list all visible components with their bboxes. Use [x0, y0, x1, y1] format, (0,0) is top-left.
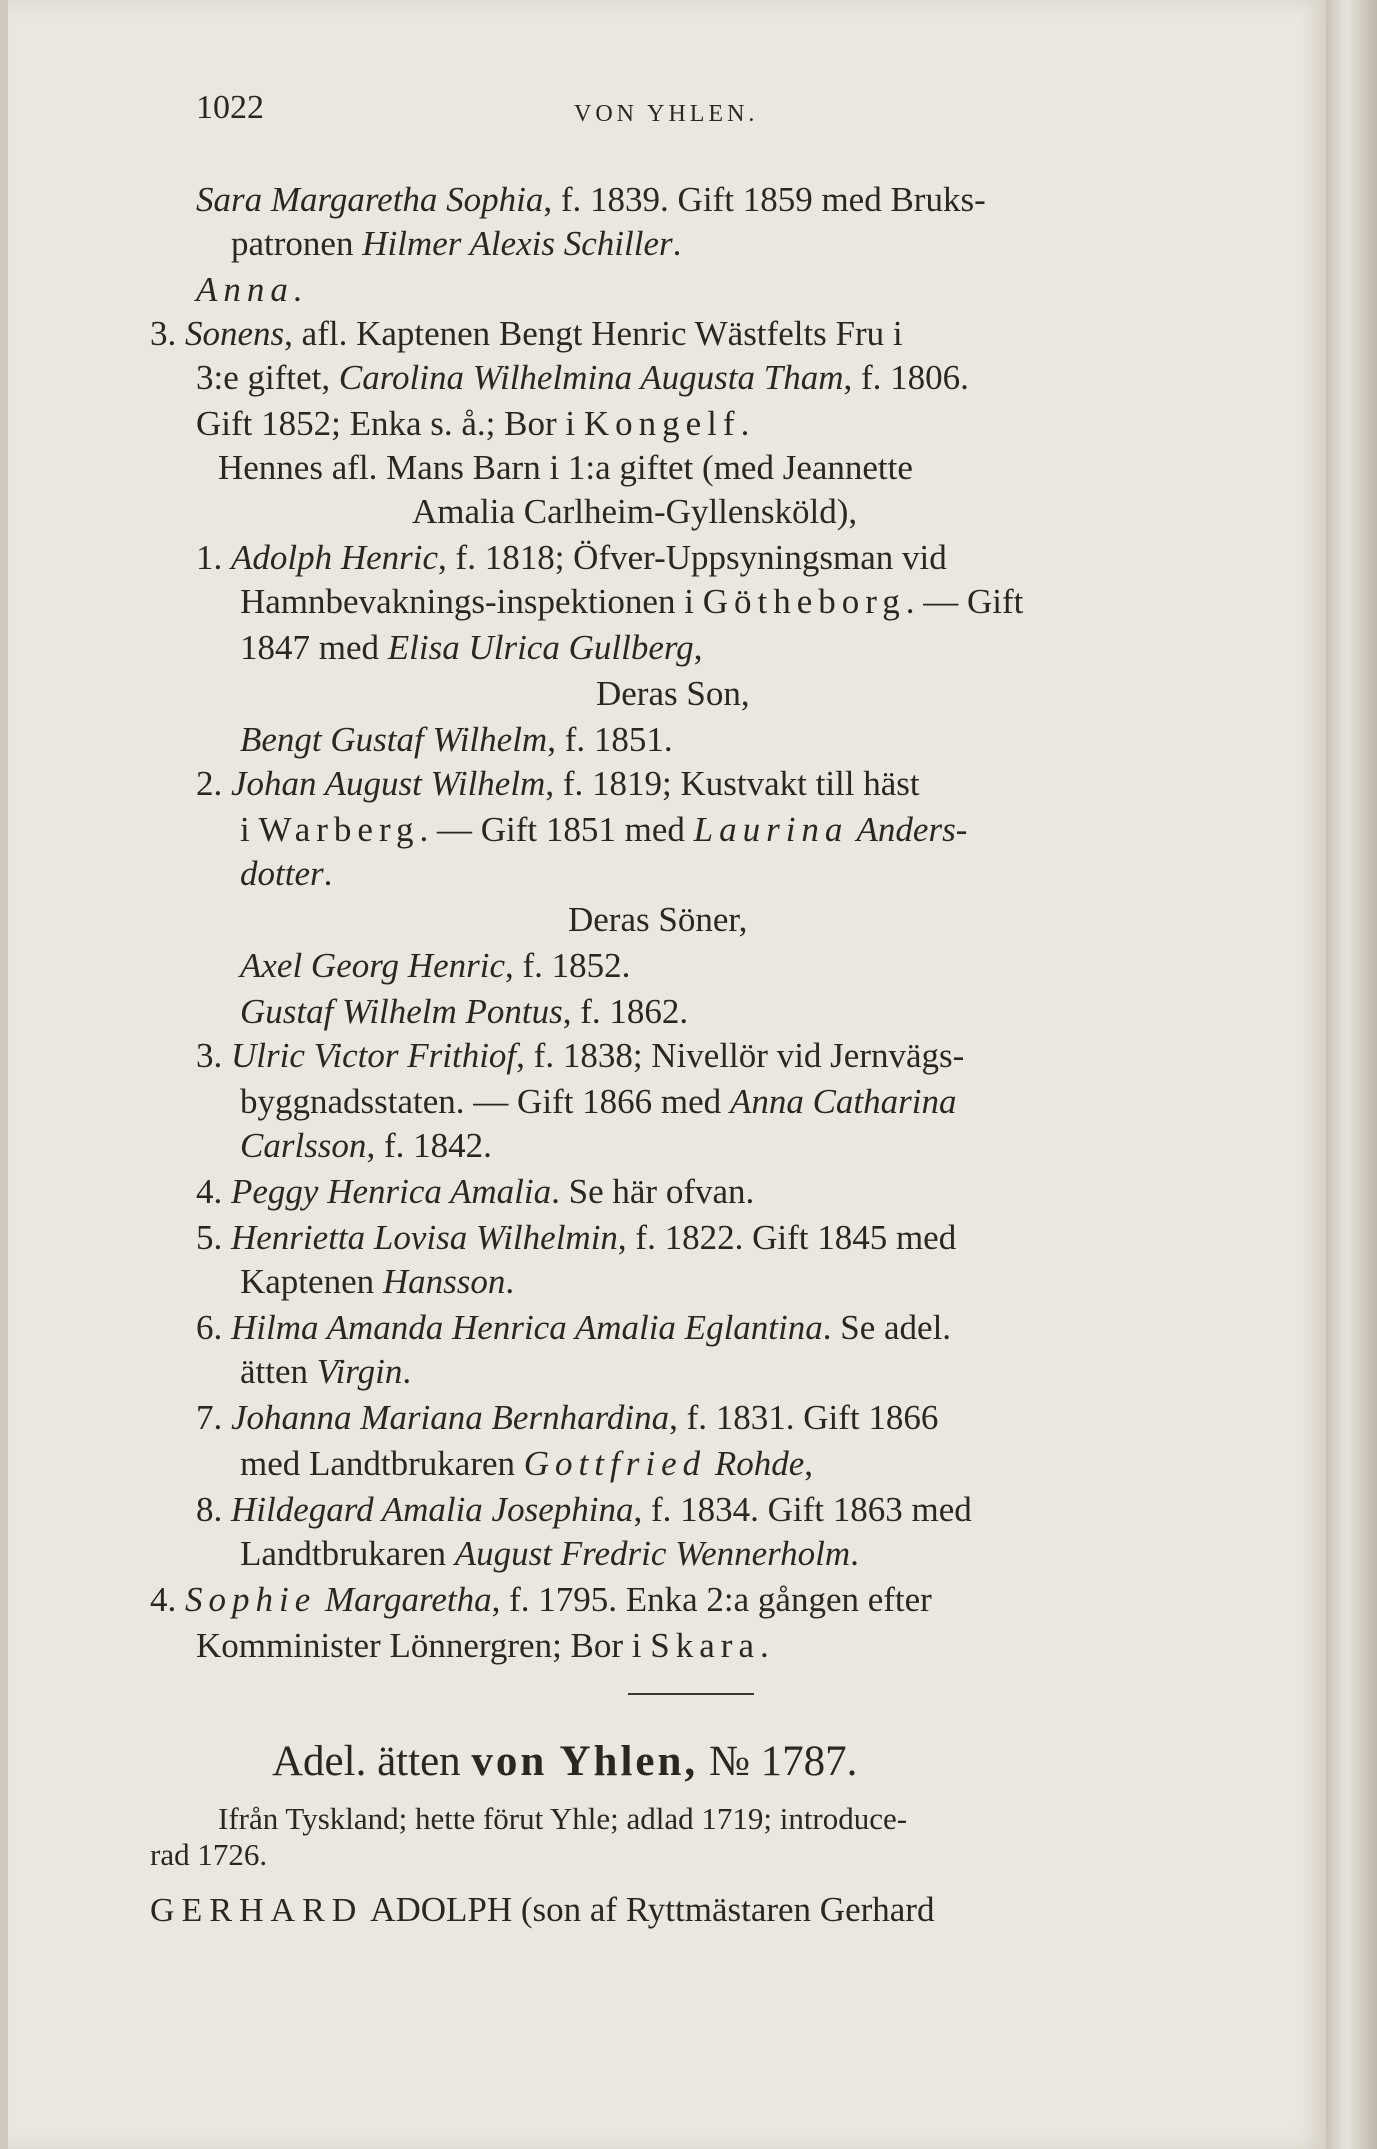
entry-first-line: GERHARD ADOLPH (son af Ryttmästaren Gerhard [150, 1890, 935, 1929]
page-edge-left [0, 0, 8, 2149]
text-line: 1. Adolph Henric, f. 1818; Öfver-Uppsyningsman vid [196, 538, 947, 577]
text-line: ätten Virgin. [240, 1352, 412, 1391]
text-line: Deras Söner, [568, 900, 748, 939]
text-line: Hamnbevaknings-inspektionen i Götheborg. — Gift [240, 582, 1024, 621]
text-line: Carlsson, f. 1842. [240, 1126, 492, 1165]
text-line: 3. Sonens, afl. Kaptenen Bengt Henric Wästfelts Fru i [150, 314, 903, 353]
text-line: 3. Ulric Victor Frithiof, f. 1838; Nivellör vid Jernvägs- [196, 1036, 965, 1075]
text-line: Bengt Gustaf Wilhelm, f. 1851. [240, 720, 673, 759]
book-spine [1326, 0, 1377, 2149]
section-divider [628, 1693, 754, 1695]
text-line: dotter. [240, 854, 333, 893]
text-line: 1847 med Elisa Ulrica Gullberg, [240, 628, 703, 667]
section-heading: Adel. ätten von Yhlen, № 1787. [272, 1738, 858, 1785]
text-line: Amalia Carlheim-Gyllensköld), [412, 492, 858, 531]
text-line: Deras Son, [596, 674, 750, 713]
text-line: Hennes afl. Mans Barn i 1:a giftet (med Jeannette [218, 448, 913, 487]
text-line: Kaptenen Hansson. [240, 1262, 515, 1301]
text-line: Sara Margaretha Sophia, f. 1839. Gift 1859 med Bruks- [196, 180, 986, 219]
text-line: med Landtbrukaren Gottfried Rohde, [240, 1444, 814, 1483]
text-line: Komminister Lönnergren; Bor i Skara. [196, 1626, 769, 1665]
text-line: byggnadsstaten. — Gift 1866 med Anna Catharina [240, 1082, 957, 1121]
text-line: 5. Henrietta Lovisa Wilhelmin, f. 1822. Gift 1845 med [196, 1218, 957, 1257]
section-intro: rad 1726. [150, 1837, 268, 1872]
text-line: Axel Georg Henric, f. 1852. [240, 946, 631, 985]
text-line: 7. Johanna Mariana Bernhardina, f. 1831. Gift 1866 [196, 1398, 939, 1437]
running-title: VON YHLEN. [574, 101, 759, 127]
page-number: 1022 [196, 89, 264, 126]
text-line: 2. Johan August Wilhelm, f. 1819; Kustvakt till häst [196, 764, 920, 803]
text-line: 8. Hildegard Amalia Josephina, f. 1834. Gift 1863 med [196, 1490, 972, 1529]
text-line: patronen Hilmer Alexis Schiller. [231, 224, 682, 263]
text-line: 3:e giftet, Carolina Wilhelmina Augusta Tham, f. 1806. [196, 358, 969, 397]
text-line: 4. Peggy Henrica Amalia. Se här ofvan. [196, 1172, 755, 1211]
text-line: Gift 1852; Enka s. å.; Bor i Kongelf. [196, 404, 750, 443]
text-line: 4. Sophie Margaretha, f. 1795. Enka 2:a gången efter [150, 1580, 932, 1619]
text-line: Landtbrukaren August Fredric Wennerholm. [240, 1534, 859, 1573]
text-line: Anna. [196, 270, 309, 309]
section-intro: Ifrån Tyskland; hette förut Yhle; adlad 1719; introduce- [218, 1801, 908, 1836]
text-line: Gustaf Wilhelm Pontus, f. 1862. [240, 992, 689, 1031]
text-line: i Warberg. — Gift 1851 med Laurina Anders- [240, 810, 968, 849]
text-line: 6. Hilma Amanda Henrica Amalia Eglantina. Se adel. [196, 1308, 952, 1347]
